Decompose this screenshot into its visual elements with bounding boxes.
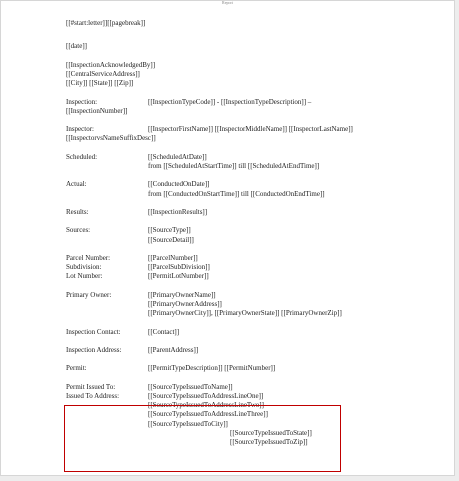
issued-to-city: [[SourceTypeIssuedToCity]]	[148, 419, 228, 428]
conducted-date-field: [[ConductedOnDate]]	[148, 180, 210, 189]
issued-to-address-line-two: [[SourceTypeIssuedToAddressLineTwo]]	[148, 401, 264, 410]
sources-row	[66, 226, 436, 244]
permit-row	[66, 364, 436, 373]
city-state-zip-field: [[City]] [[State]] [[Zip]]	[66, 79, 134, 88]
source-type-field: [[SourceType]]	[148, 226, 191, 235]
permit-label: Permit:	[66, 364, 87, 373]
document-content	[66, 19, 436, 447]
inspection-contact-label: Inspection Contact:	[66, 327, 121, 336]
owner-city-state-zip-field: [[PrimaryOwnerCity]], [[PrimaryOwnerState]] [[PrimaryOwnerZip]]	[148, 309, 342, 318]
results-label: Results:	[66, 207, 89, 216]
permit-issued-to-row	[66, 383, 436, 392]
inspection-number-field: [[InspectionNumber]]	[66, 106, 128, 115]
issued-to-address-highlight-box	[64, 405, 341, 472]
scheduled-time-field: from [[ScheduledAtStartTime]] till [[ScheduledAtEndTime]]	[148, 161, 320, 170]
issued-to-address-line-one: [[SourceTypeIssuedToAddressLineOne]]	[148, 391, 264, 400]
issued-to-address-label: Issued To Address:	[66, 391, 120, 400]
source-detail-field: [[SourceDetail]]	[148, 235, 194, 244]
parcel-number-field: [[ParcelNumber]]	[148, 253, 198, 262]
inspection-value: [[InspectionTypeCode]] - [[InspectionTypeDescription]] –	[148, 97, 312, 106]
actual-row	[66, 180, 436, 198]
page-header-text: Report	[222, 0, 233, 5]
date-field: [[date]]	[66, 42, 87, 51]
owner-address-field: [[PrimaryOwnerAddress]]	[148, 299, 222, 308]
parcel-number-label: Parcel Number:	[66, 253, 111, 262]
issued-to-address-line-three: [[SourceTypeIssuedToAddressLineThree]]	[148, 410, 268, 419]
issued-to-state: [[SourceTypeIssuedToState]]	[230, 428, 312, 437]
scheduled-label: Scheduled:	[66, 152, 98, 161]
subdivision-label: Subdivision:	[66, 263, 102, 272]
parcel-row	[66, 254, 436, 282]
inspector-value: [[InspectorFirstName]] [[InspectorMiddleName]] [[InspectorLastName]]	[148, 125, 353, 134]
permit-issued-to-value: [[SourceTypeIssuedToName]]	[148, 382, 233, 391]
results-row	[66, 208, 436, 217]
primary-owner-row	[66, 291, 436, 319]
subdivision-field: [[ParcelSubDivision]]	[148, 263, 210, 272]
scheduled-date-field: [[ScheduledAtDate]]	[148, 152, 207, 161]
permit-issued-to-label: Permit Issued To:	[66, 382, 116, 391]
inspector-label: Inspector:	[66, 125, 94, 134]
results-value: [[InspectionResults]]	[148, 207, 208, 216]
issued-to-zip: [[SourceTypeIssuedToZip]]	[230, 437, 308, 446]
inspection-label: Inspection:	[66, 97, 98, 106]
inspection-address-label: Inspection Address:	[66, 345, 122, 354]
acknowledged-by-field: [[InspectionAcknowledgedBy]]	[66, 60, 156, 69]
owner-name-field: [[PrimaryOwnerName]]	[148, 290, 216, 299]
conducted-time-field: from [[ConductedOnStartTime]] till [[ConductedOnEndTime]]	[148, 189, 325, 198]
inspection-address-value: [[ParentAddress]]	[148, 345, 199, 354]
lot-number-field: [[PermitLotNumber]]	[148, 272, 209, 281]
scheduled-row	[66, 153, 436, 171]
inspector-suffix-field: [[InspectorvsNameSuffixDesc]]	[66, 134, 156, 143]
permit-value: [[PermitTypeDescription]] [[PermitNumber]]	[148, 364, 276, 373]
inspection-contact-row	[66, 328, 436, 337]
inspection-contact-value: [[Contact]]	[148, 327, 180, 336]
lot-number-label: Lot Number:	[66, 272, 103, 281]
inspector-row	[66, 125, 436, 134]
actual-label: Actual:	[66, 180, 87, 189]
central-service-address-field: [[CentralServiceAddress]]	[66, 69, 140, 78]
primary-owner-label: Primary Owner:	[66, 290, 112, 299]
inspection-address-row	[66, 346, 436, 355]
inspection-row	[66, 98, 436, 107]
sources-label: Sources:	[66, 226, 91, 235]
letter-start-tag: [[#start:letter]][[pagebreak]]	[66, 19, 146, 27]
